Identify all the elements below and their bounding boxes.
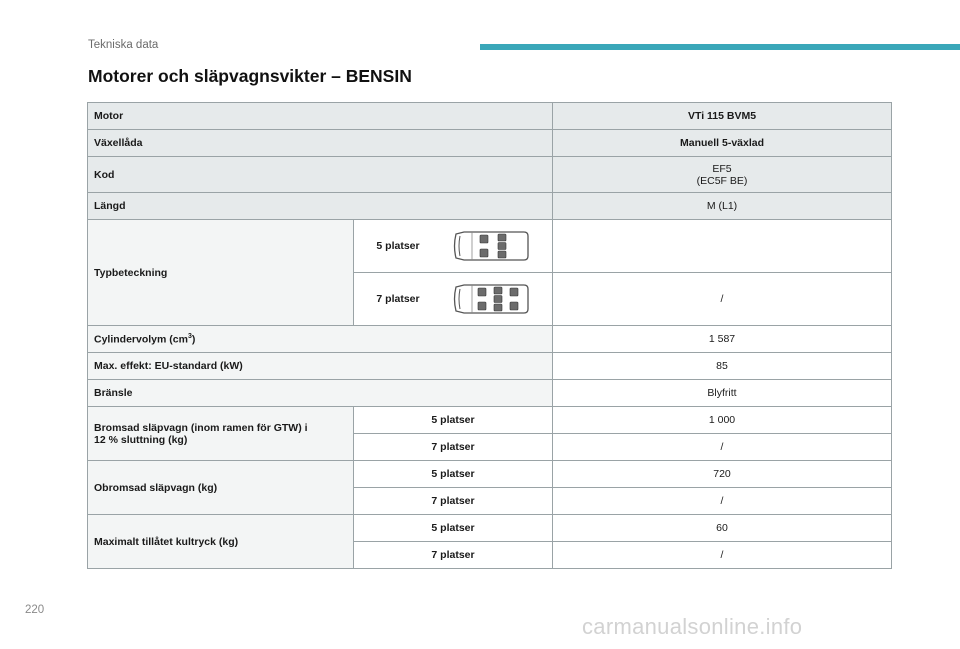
table-row-type-5	[88, 220, 892, 273]
braked-trailer-seats-5: 5 platser	[354, 407, 553, 434]
displacement-label-end: )	[191, 333, 196, 346]
nose-weight-seats-7: 7 platser	[354, 542, 553, 569]
page-number: 220	[25, 604, 45, 616]
table-row-nose-5	[88, 515, 892, 542]
fuel-label: Bränsle	[88, 380, 553, 407]
displacement-value: 1 587	[553, 326, 892, 353]
length-value: M (L1)	[553, 193, 892, 220]
type-variant-5	[354, 220, 553, 273]
code-value-line2: (EC5F BE)	[696, 174, 748, 187]
braked-trailer-label-line2: 12 % sluttning (kg)	[94, 433, 188, 446]
braked-trailer-label-line1: Bromsad släpvagn (inom ramen för GTW) i	[94, 421, 308, 434]
nose-weight-value-5: 60	[553, 515, 892, 542]
unbraked-trailer-seats-7: 7 platser	[354, 488, 553, 515]
displacement-label-text: Cylindervolym (cm	[94, 333, 188, 346]
length-label: Längd	[88, 193, 553, 220]
nose-weight-value-7: /	[553, 542, 892, 569]
spec-table	[87, 102, 892, 569]
table-row-code	[88, 157, 892, 193]
van-7-seats-icon	[450, 279, 530, 319]
power-value: 85	[553, 353, 892, 380]
table-row-power	[88, 353, 892, 380]
nose-weight-label: Maximalt tillåtet kultryck (kg)	[88, 515, 354, 569]
unbraked-trailer-value-7: /	[553, 488, 892, 515]
power-label: Max. effekt: EU-standard (kW)	[88, 353, 553, 380]
gearbox-label: Växellåda	[88, 130, 553, 157]
gearbox-value: Manuell 5-växlad	[553, 130, 892, 157]
braked-trailer-label	[88, 407, 354, 461]
motor-value: VTi 115 BVM5	[553, 103, 892, 130]
type-label: Typbeteckning	[88, 220, 354, 326]
type-seats-label: 5 platser	[376, 240, 420, 252]
page-title: Motorer och släpvagnsvikter – BENSIN	[88, 66, 412, 86]
braked-trailer-value-7: /	[553, 434, 892, 461]
type-seats-label: 7 platser	[376, 293, 420, 305]
code-label: Kod	[88, 157, 553, 193]
displacement-label	[88, 326, 553, 353]
code-value-line1: EF5	[712, 162, 732, 175]
braked-trailer-seats-7: 7 platser	[354, 434, 553, 461]
type-variant-7	[354, 273, 553, 326]
table-row-fuel	[88, 380, 892, 407]
displacement-label-sup: 3	[187, 332, 192, 340]
motor-label: Motor	[88, 103, 553, 130]
unbraked-trailer-label: Obromsad släpvagn (kg)	[88, 461, 354, 515]
unbraked-trailer-seats-5: 5 platser	[354, 461, 553, 488]
table-row-gearbox	[88, 130, 892, 157]
unbraked-trailer-value-5: 720	[553, 461, 892, 488]
table-row-braked-5	[88, 407, 892, 434]
table-row-motor	[88, 103, 892, 130]
section-label: Tekniska data	[88, 39, 159, 51]
table-row-length	[88, 193, 892, 220]
watermark: carmanualsonline.info	[582, 614, 803, 639]
nose-weight-seats-5: 5 platser	[354, 515, 553, 542]
braked-trailer-value-5: 1 000	[553, 407, 892, 434]
van-5-seats-icon	[450, 226, 530, 266]
code-value	[553, 157, 892, 193]
type-value-5	[553, 220, 892, 273]
table-row-displacement	[88, 326, 892, 353]
section-accent-bar	[480, 44, 960, 50]
type-value-7: /	[553, 273, 892, 326]
table-row-unbraked-5	[88, 461, 892, 488]
fuel-value: Blyfritt	[553, 380, 892, 407]
